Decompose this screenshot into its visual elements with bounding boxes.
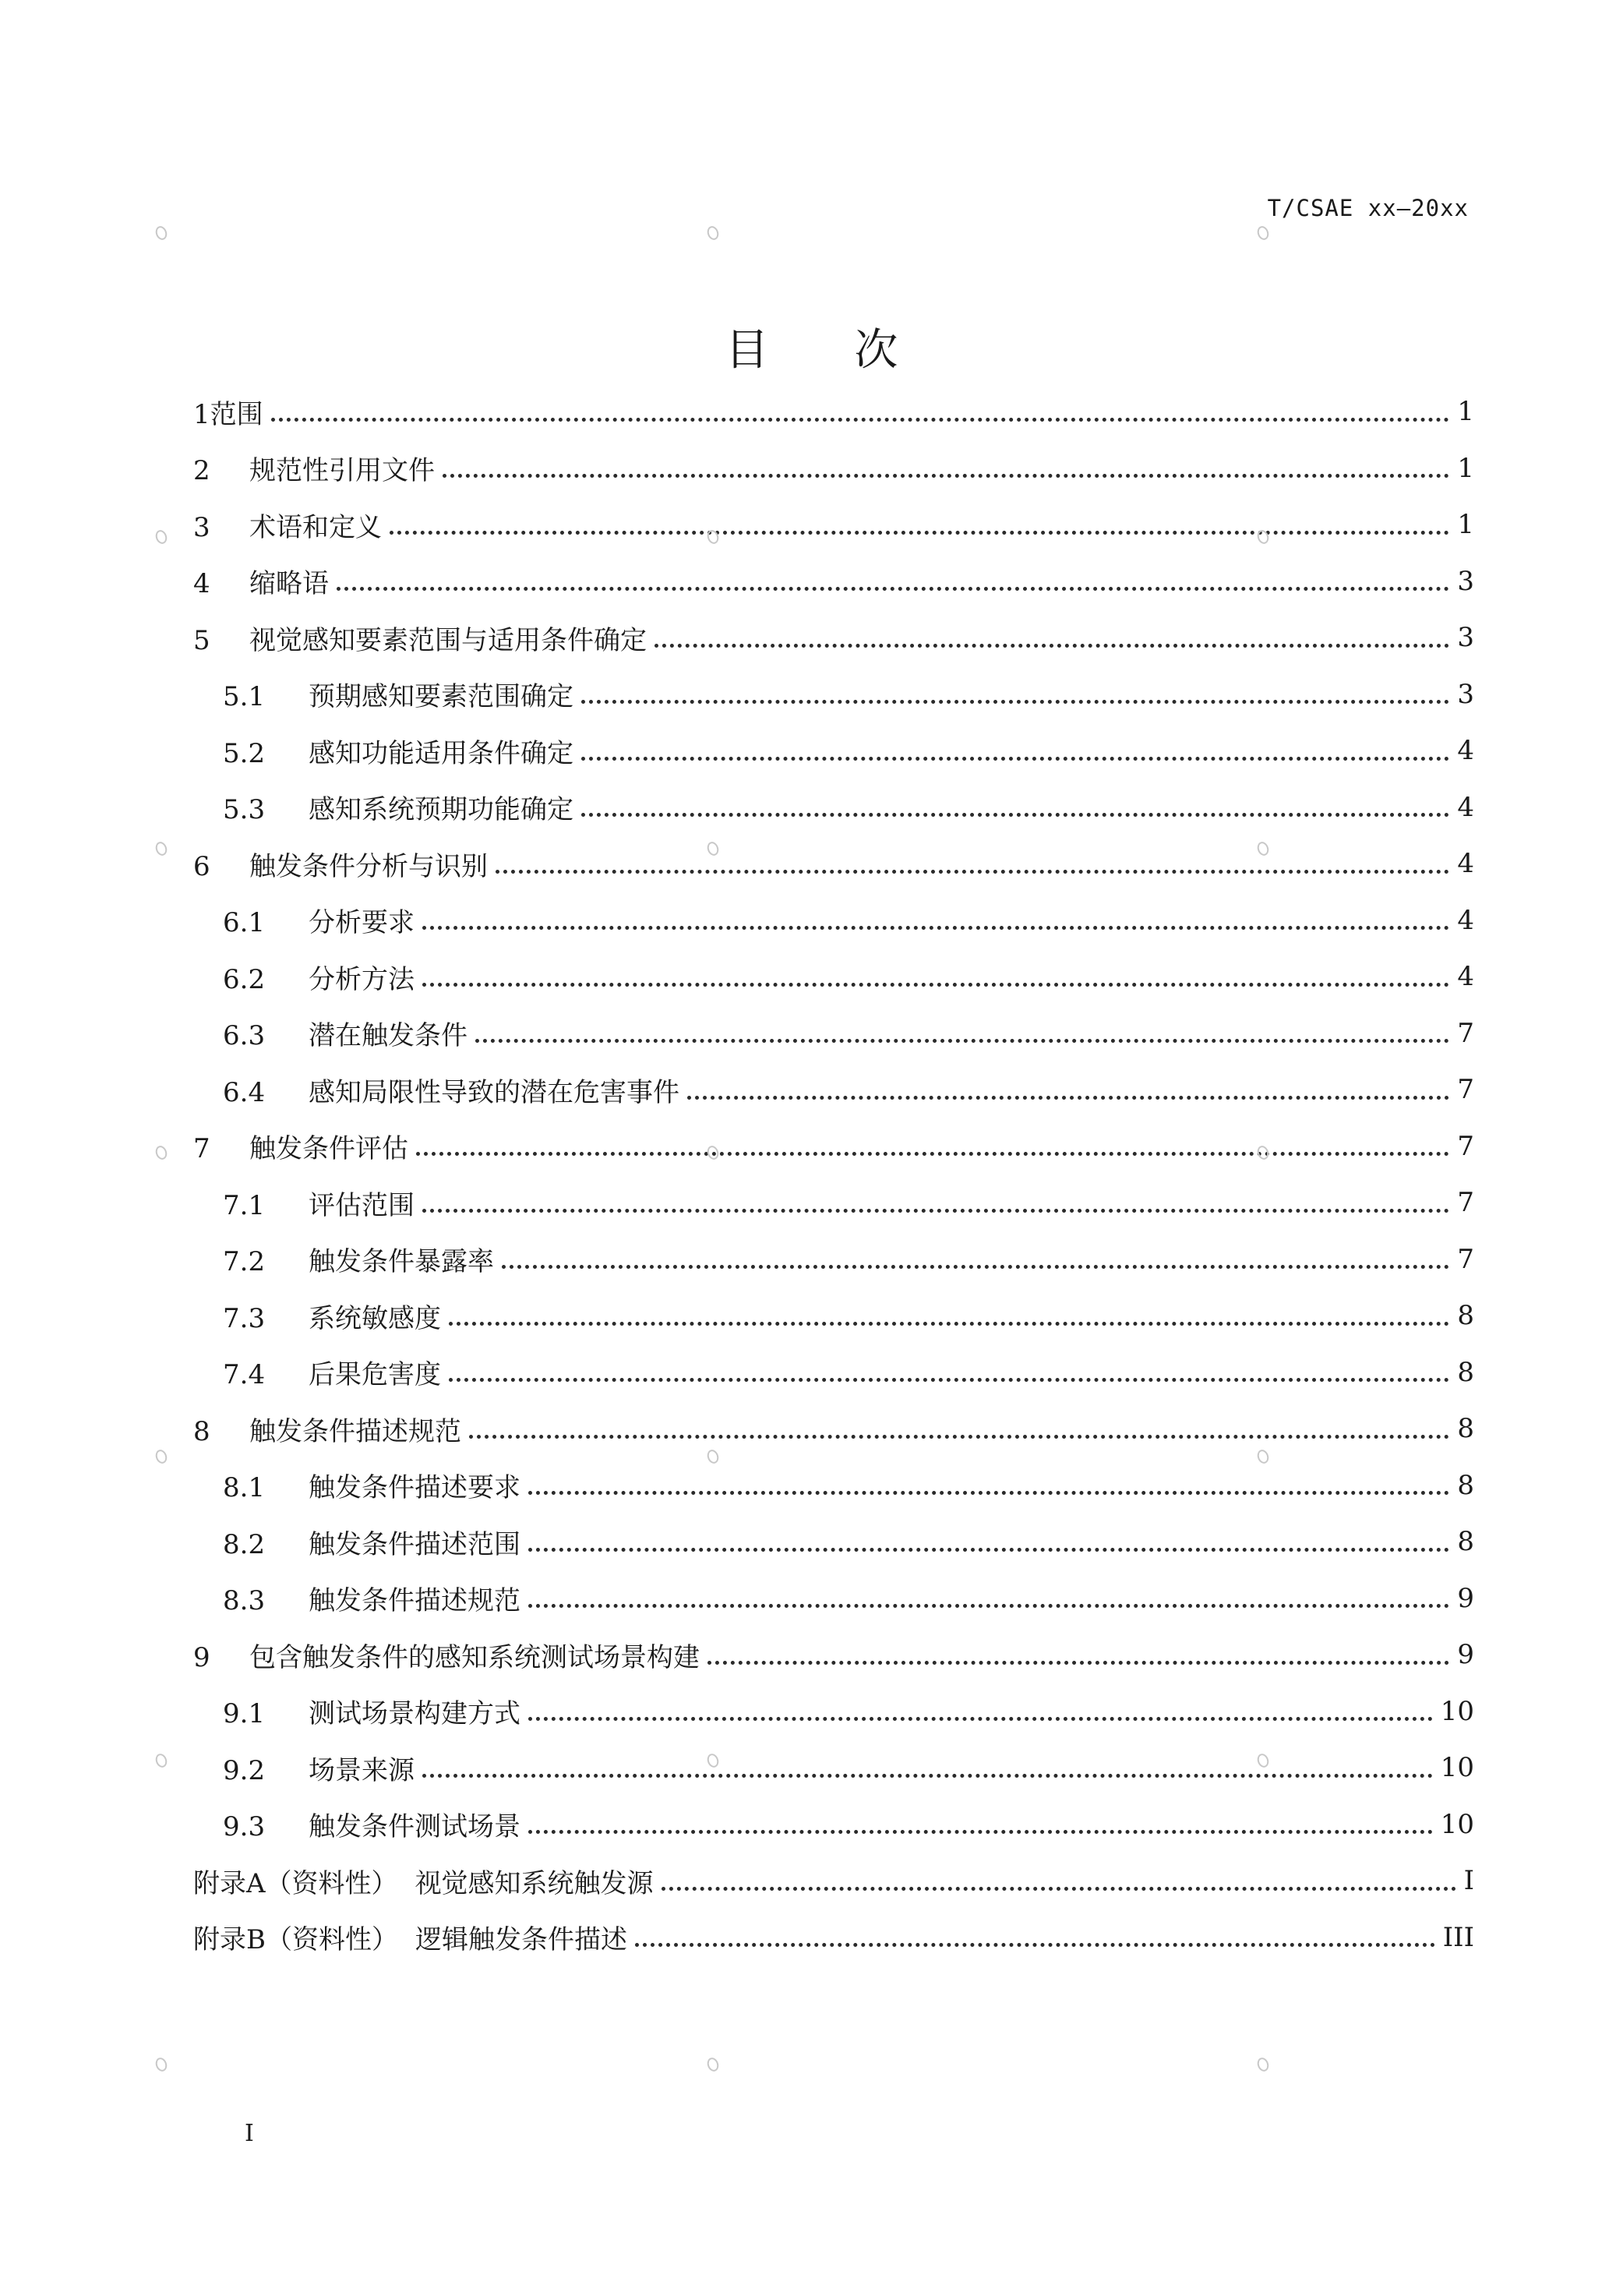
watermark-mark [1255, 224, 1270, 242]
toc-entry-page: 7 [1457, 1017, 1474, 1049]
toc-dot-leader [449, 1378, 1449, 1382]
toc-entry-number: 8.2 [223, 1528, 266, 1560]
toc-entry-title: 评估范围 [309, 1189, 415, 1221]
toc-entry[interactable] [193, 788, 1474, 827]
watermark-mark [1255, 2056, 1270, 2073]
toc-entry-heading [223, 1579, 520, 1617]
toc-dot-leader [528, 1717, 1433, 1721]
toc-entry-heading [223, 1692, 520, 1730]
watermark-mark [153, 840, 168, 857]
toc-entry[interactable] [193, 1183, 1474, 1222]
toc-entry-heading [193, 1127, 408, 1165]
toc-dot-leader [271, 418, 1450, 422]
toc-entry-title: 感知局限性导致的潜在危害事件 [309, 1076, 679, 1108]
toc-entry-title: 分析要求 [309, 907, 415, 938]
toc-entry-page: 10 [1440, 1752, 1474, 1783]
toc-entry-title: 触发条件描述范围 [309, 1528, 520, 1560]
toc-entry[interactable] [193, 449, 1474, 488]
watermark-mark [153, 1144, 168, 1161]
toc-dot-leader [687, 1096, 1449, 1100]
toc-entry-title: 触发条件暴露率 [309, 1246, 494, 1277]
toc-entry-title: 触发条件描述规范 [249, 1415, 461, 1447]
toc-entry-page: 8 [1457, 1413, 1474, 1444]
toc-entry[interactable] [193, 1635, 1474, 1674]
toc-entry-title: 触发条件评估 [249, 1133, 408, 1164]
toc-entry-number: 6.3 [223, 1020, 266, 1051]
toc-dot-leader [502, 1265, 1449, 1269]
toc-entry-heading [223, 788, 573, 826]
toc-entry-number: 7.3 [223, 1302, 266, 1334]
watermark-mark [153, 1752, 168, 1769]
toc-entry[interactable] [193, 1861, 1474, 1900]
toc-entry-number: 1 [193, 398, 210, 430]
toc-entry-title: 系统敏感度 [309, 1302, 441, 1334]
toc-dot-leader [337, 587, 1449, 591]
toc-entry-page: 4 [1457, 961, 1474, 992]
watermark-mark [705, 2056, 720, 2073]
toc-dot-leader [422, 926, 1449, 930]
toc-entry-number: 9.1 [223, 1698, 266, 1729]
toc-entry[interactable] [193, 1692, 1474, 1731]
toc-dot-leader [528, 1491, 1449, 1495]
toc-entry-page: 1 [1457, 452, 1474, 484]
toc-entry[interactable] [193, 618, 1474, 657]
toc-entry-number: 5.2 [223, 737, 266, 769]
toc-entry-page: 8 [1457, 1526, 1474, 1557]
toc-entry-heading [223, 1523, 520, 1561]
toc-entry-heading [193, 562, 329, 600]
toc-entry[interactable] [193, 1014, 1474, 1053]
toc-entry[interactable] [193, 1918, 1474, 1957]
toc-entry-page: 4 [1457, 735, 1474, 766]
toc-entry-heading [223, 1014, 467, 1052]
toc-entry-number: 5.1 [223, 681, 266, 712]
toc-dot-leader [528, 1830, 1433, 1834]
toc-entry-title: 触发条件分析与识别 [249, 850, 488, 882]
toc-entry-heading [223, 1749, 415, 1787]
toc-entry[interactable] [193, 1127, 1474, 1166]
toc-dot-leader [449, 1322, 1449, 1326]
toc-entry-page: 7 [1457, 1187, 1474, 1218]
toc-entry-number: 2 [193, 455, 210, 486]
toc-entry-number: 6.2 [223, 963, 266, 995]
toc-entry[interactable] [193, 1805, 1474, 1844]
toc-dot-leader [416, 1152, 1449, 1156]
toc-entry-title: 后果危害度 [309, 1359, 441, 1390]
toc-dot-leader [707, 1661, 1449, 1665]
watermark-mark [1255, 1448, 1270, 1465]
toc-entry-page: 3 [1457, 622, 1474, 653]
toc-dot-leader [422, 1774, 1433, 1778]
toc-dot-leader [443, 474, 1449, 478]
toc-entry[interactable] [193, 1296, 1474, 1335]
toc-dot-leader [528, 1548, 1449, 1552]
toc-entry-title: 场景来源 [309, 1754, 415, 1786]
toc-entry-heading [193, 1636, 700, 1674]
toc-entry-heading [223, 1466, 520, 1504]
toc-entry-title: 测试场景构建方式 [309, 1698, 520, 1729]
toc-entry[interactable] [193, 505, 1474, 544]
toc-entry-number: 8.3 [223, 1585, 266, 1616]
toc-entry[interactable] [193, 1070, 1474, 1109]
toc-entry-heading [223, 675, 573, 713]
toc-dot-leader [581, 757, 1449, 761]
toc-entry-page: 8 [1457, 1356, 1474, 1388]
toc-entry-heading [223, 901, 415, 939]
toc-entry[interactable] [193, 1466, 1474, 1505]
toc-entry-page: 8 [1457, 1469, 1474, 1501]
toc-entry-number: 9 [193, 1641, 210, 1673]
toc-entry-page: 4 [1457, 848, 1474, 879]
toc-entry[interactable] [193, 1409, 1474, 1448]
toc-dot-leader [422, 983, 1449, 987]
toc-entry-page: 9 [1457, 1639, 1474, 1670]
watermark-mark [153, 528, 168, 546]
toc-entry[interactable] [193, 1240, 1474, 1279]
toc-entry-heading [223, 1297, 441, 1335]
toc-entry-number: 6.4 [223, 1076, 266, 1108]
toc-entry[interactable] [193, 901, 1474, 940]
toc-entry[interactable] [193, 957, 1474, 996]
toc-entry-page: 10 [1440, 1695, 1474, 1727]
toc-entry[interactable] [193, 1579, 1474, 1618]
toc-dot-leader [475, 1039, 1449, 1043]
toc-entry-number: 8 [193, 1415, 210, 1447]
toc-entry[interactable] [193, 675, 1474, 714]
toc-entry-title: 触发条件描述要求 [309, 1472, 520, 1503]
toc-entry[interactable] [193, 731, 1474, 770]
toc-entry-heading [193, 619, 647, 657]
toc-entry-title: 触发条件测试场景 [309, 1811, 520, 1842]
toc-entry-heading [193, 393, 263, 431]
toc-entry[interactable] [193, 1748, 1474, 1787]
toc-entry-page: 1 [1457, 509, 1474, 540]
toc-dot-leader [581, 813, 1449, 817]
toc-dot-leader [390, 531, 1449, 535]
toc-entry-title: 术语和定义 [249, 511, 382, 543]
toc-entry-number: 8.1 [223, 1472, 266, 1503]
toc-entry-title: 潜在触发条件 [309, 1020, 467, 1051]
toc-entry-page: 7 [1457, 1243, 1474, 1275]
toc-dot-leader [496, 870, 1449, 874]
toc-entry-heading [223, 1184, 415, 1222]
toc-entry-page: I [1463, 1865, 1474, 1896]
page-title: 目 次 [725, 325, 898, 376]
toc-dot-leader [469, 1435, 1449, 1439]
toc-entry-title: 范围 [210, 398, 263, 430]
toc-entry-page: 3 [1457, 678, 1474, 710]
toc-entry-title: 感知功能适用条件确定 [309, 737, 573, 769]
toc-entry-number: 6.1 [223, 907, 266, 938]
toc-entry-number: 7.4 [223, 1359, 266, 1390]
toc-entry-number: 5 [193, 624, 210, 656]
toc-entry-number: 6 [193, 850, 210, 882]
toc-entry-heading [193, 845, 488, 883]
toc-entry-title: 包含触发条件的感知系统测试场景构建 [249, 1641, 700, 1673]
toc-entry-page: 3 [1457, 565, 1474, 597]
toc-entry-number: 7.1 [223, 1189, 266, 1221]
toc-entry-page: 4 [1457, 904, 1474, 936]
toc-entry-page: 8 [1457, 1300, 1474, 1331]
toc-entry-heading [193, 449, 435, 487]
toc-entry-title: 缩略语 [249, 568, 329, 599]
toc-entry-number: 9.3 [223, 1811, 266, 1842]
toc-entry-number: 7.2 [223, 1246, 266, 1277]
toc-entry-page: 9 [1457, 1582, 1474, 1614]
toc-entry-title: 分析方法 [309, 963, 415, 995]
toc-dot-leader [528, 1604, 1449, 1608]
toc-entry-heading [223, 958, 415, 996]
watermark-mark [705, 224, 720, 242]
toc-dot-leader [581, 700, 1449, 704]
toc-entry-title: 预期感知要素范围确定 [309, 681, 573, 712]
toc-entry-number: 附录B（资料性） [193, 1924, 398, 1955]
toc-entry-page: 7 [1457, 1130, 1474, 1162]
toc-entry-title: 规范性引用文件 [249, 455, 435, 486]
toc-entry-heading [193, 506, 382, 544]
toc-entry[interactable] [193, 562, 1474, 601]
toc-entry-page: 4 [1457, 791, 1474, 823]
toc-entry-title: 视觉感知系统触发源 [415, 1867, 654, 1899]
watermark-mark [153, 2056, 168, 2073]
toc-entry-number: 7 [193, 1133, 210, 1164]
toc-entry-title: 逻辑触发条件描述 [415, 1924, 627, 1955]
toc-entry-title: 感知系统预期功能确定 [309, 794, 573, 825]
toc-entry-number: 5.3 [223, 794, 266, 825]
watermark-mark [153, 224, 168, 242]
watermark-mark [153, 1448, 168, 1465]
standard-code: T/CSAE xx—20xx [1267, 195, 1469, 221]
toc-entry-number: 附录A（资料性） [193, 1867, 398, 1899]
toc-entry-heading [223, 1805, 520, 1843]
toc-entry-heading [223, 1240, 494, 1278]
toc-entry-heading [223, 1071, 679, 1109]
toc-entry-heading [193, 1410, 461, 1448]
toc-entry-number: 9.2 [223, 1754, 266, 1786]
toc-dot-leader [422, 1209, 1449, 1213]
toc-entry-number: 3 [193, 511, 210, 543]
toc-dot-leader [654, 644, 1449, 648]
toc-entry-page: 7 [1457, 1074, 1474, 1105]
watermark-mark [705, 1448, 720, 1465]
toc-entry-number: 4 [193, 568, 210, 599]
footer-page-number: I [245, 2120, 254, 2147]
toc-entry-heading [223, 1353, 441, 1391]
toc-entry-heading [193, 1862, 654, 1900]
toc-entry-title: 视觉感知要素范围与适用条件确定 [249, 624, 647, 656]
toc-entry[interactable] [193, 1522, 1474, 1561]
toc-dot-leader [635, 1943, 1435, 1947]
toc-entry[interactable] [193, 392, 1474, 431]
toc-entry-heading [223, 732, 573, 770]
toc-entry-title: 触发条件描述规范 [309, 1585, 520, 1616]
toc-entry-heading [193, 1918, 627, 1956]
toc-entry-page: 1 [1457, 396, 1474, 427]
toc-entry[interactable] [193, 1353, 1474, 1392]
toc-entry-page: III [1442, 1921, 1474, 1953]
toc-dot-leader [662, 1887, 1456, 1891]
toc-entry-page: 10 [1440, 1808, 1474, 1840]
toc-entry[interactable] [193, 844, 1474, 883]
